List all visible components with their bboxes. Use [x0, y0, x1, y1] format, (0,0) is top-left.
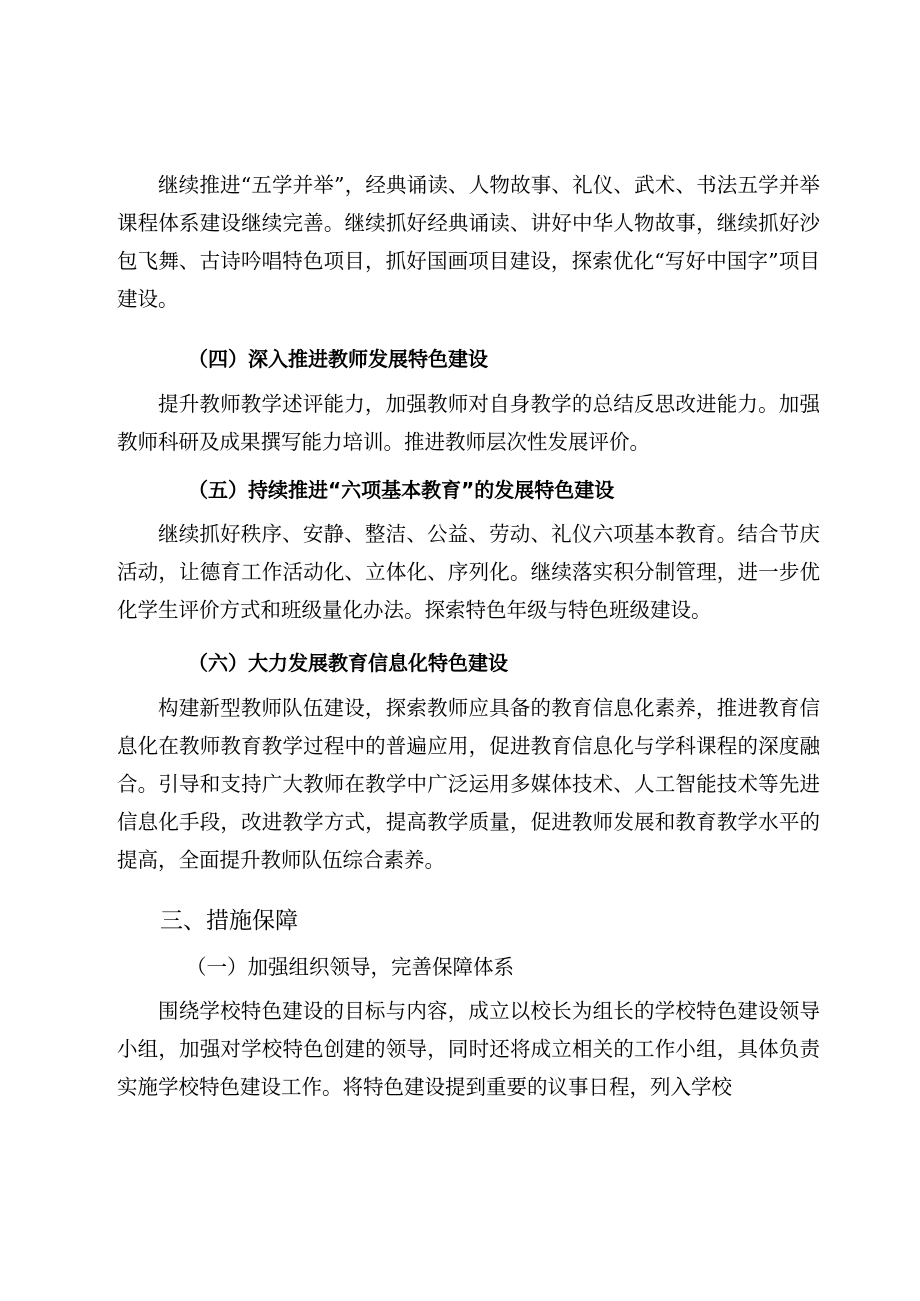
heading-section-measures: 三、措施保障: [160, 908, 298, 934]
heading-organization-leadership: （一）加强组织领导，完善保障体系: [186, 955, 514, 979]
paragraph-organization-leadership: 围绕学校特色建设的目标与内容，成立以校长为组长的学校特色建设领导小组，加强对学校特色创建的领导，同时还将成立相关的工作小组，具体负责实施学校特色建设工作。将特色建设提到重要的议事日程，列入学校: [117, 999, 820, 1099]
paragraph-education-informatization: 构建新型教师队伍建设，探索教师应具备的教育信息化素养，推进教育信息化在教师教育教学过程中的普遍应用，促进教育信息化与学科课程的深度融合。引导和支持广大教师在教学中广泛运用多媒体技术、人工智能技术等先进信息化手段，改进教学方式，提高教学质量，促进教师发展和教育教学水平的提高，全面提升教师队伍综合素养。: [117, 696, 820, 872]
heading-teacher-development: （四）深入推进教师发展特色建设: [188, 347, 488, 371]
heading-education-informatization: （六）大力发展教育信息化特色建设: [188, 651, 508, 675]
paragraph-five-learning: 继续推进“五学并举”，经典诵读、人物故事、礼仪、武术、书法五学并举课程体系建设继续完善。继续抓好经典诵读、讲好中华人物故事，继续抓好沙包飞舞、古诗吟唱特色项目，抓好国画项目建设，探索优化“写好中国字”项目建设。: [117, 173, 820, 311]
heading-six-basic-education: （五）持续推进“六项基本教育”的发展特色建设: [188, 478, 615, 502]
paragraph-teacher-development: 提升教师教学述评能力，加强教师对自身教学的总结反思改进能力。加强教师科研及成果撰写能力培训。推进教师层次性发展评价。: [117, 392, 820, 454]
paragraph-six-basic-education: 继续抓好秩序、安静、整洁、公益、劳动、礼仪六项基本教育。结合节庆活动，让德育工作活动化、立体化、序列化。继续落实积分制管理，进一步优化学生评价方式和班级量化办法。探索特色年级与特色班级建设。: [117, 522, 820, 622]
